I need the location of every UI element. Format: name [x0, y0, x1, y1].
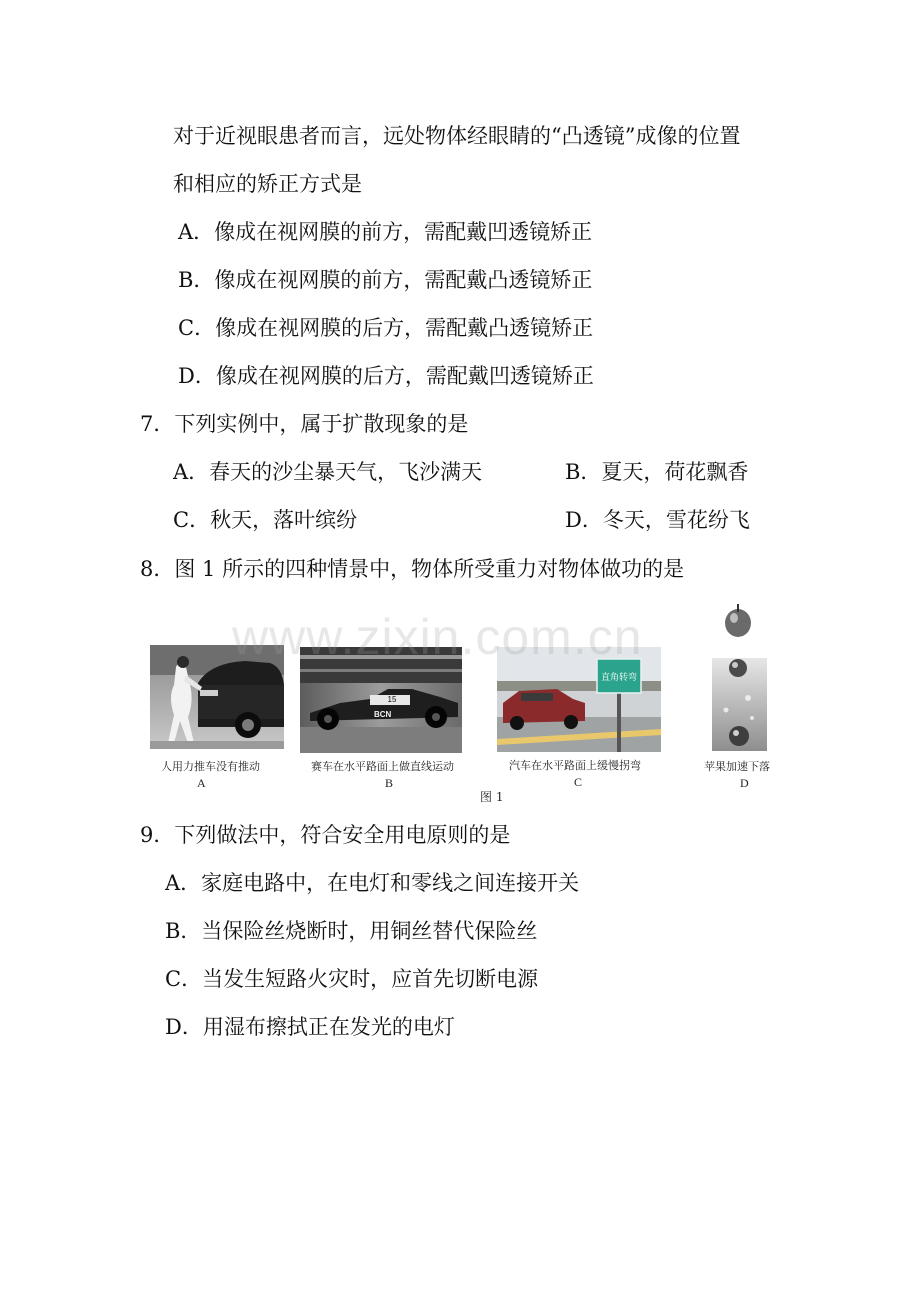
- watermark: www.zixin.com.cn: [232, 609, 643, 665]
- q9-option-d: D．用湿布擦拭正在发光的电灯: [165, 1015, 455, 1039]
- q6-option-c: C．像成在视网膜的后方，需配戴凸透镜矫正: [178, 316, 594, 340]
- q8-stem: 8．图 1 所示的四种情景中，物体所受重力对物体做功的是: [140, 557, 685, 581]
- q6-option-d: D．像成在视网膜的后方，需配戴凹透镜矫正: [178, 364, 594, 388]
- panel-c-caption: 汽车在水平路面上缓慢拐弯: [509, 759, 641, 772]
- photo-apple-top: [722, 598, 754, 640]
- panel-b-letter: B: [385, 776, 394, 790]
- panel-c-letter: C: [574, 775, 583, 789]
- q6-stem-line2: 和相应的矫正方式是: [173, 172, 362, 196]
- race-car-number: BCN: [374, 710, 392, 719]
- road-sign-text: 直角转弯: [600, 673, 638, 683]
- q6-stem-line1: 对于近视眼患者而言，远处物体经眼睛的“凸透镜”成像的位置: [173, 124, 741, 148]
- photo-apple-falling: [712, 658, 767, 751]
- q7-option-c: C．秋天，落叶缤纷: [173, 508, 358, 532]
- panel-a-caption: 人用力推车没有推动: [161, 760, 260, 773]
- q7-stem: 7．下列实例中，属于扩散现象的是: [140, 412, 469, 436]
- panel-d-caption: 苹果加速下落: [704, 760, 770, 773]
- q7-option-a: A．春天的沙尘暴天气，飞沙满天: [173, 460, 483, 484]
- figure-caption: 图 1: [480, 790, 504, 804]
- panel-a-letter: A: [197, 776, 206, 790]
- q7-option-b: B．夏天，荷花飘香: [565, 460, 749, 484]
- q9-option-b: B．当保险丝烧断时，用铜丝替代保险丝: [165, 919, 538, 943]
- q9-option-c: C．当发生短路火灾时，应首先切断电源: [165, 967, 539, 991]
- q6-option-b: B．像成在视网膜的前方，需配戴凸透镜矫正: [178, 268, 593, 292]
- q9-stem: 9．下列做法中，符合安全用电原则的是: [140, 823, 511, 847]
- q7-option-d: D．冬天，雪花纷飞: [565, 508, 750, 532]
- svg-text:15: 15: [387, 695, 397, 704]
- panel-b-caption: 赛车在水平路面上做直线运动: [311, 760, 454, 773]
- panel-d-letter: D: [740, 776, 749, 790]
- q9-option-a: A．家庭电路中，在电灯和零线之间连接开关: [165, 871, 580, 895]
- q6-option-a: A．像成在视网膜的前方，需配戴凹透镜矫正: [178, 220, 593, 244]
